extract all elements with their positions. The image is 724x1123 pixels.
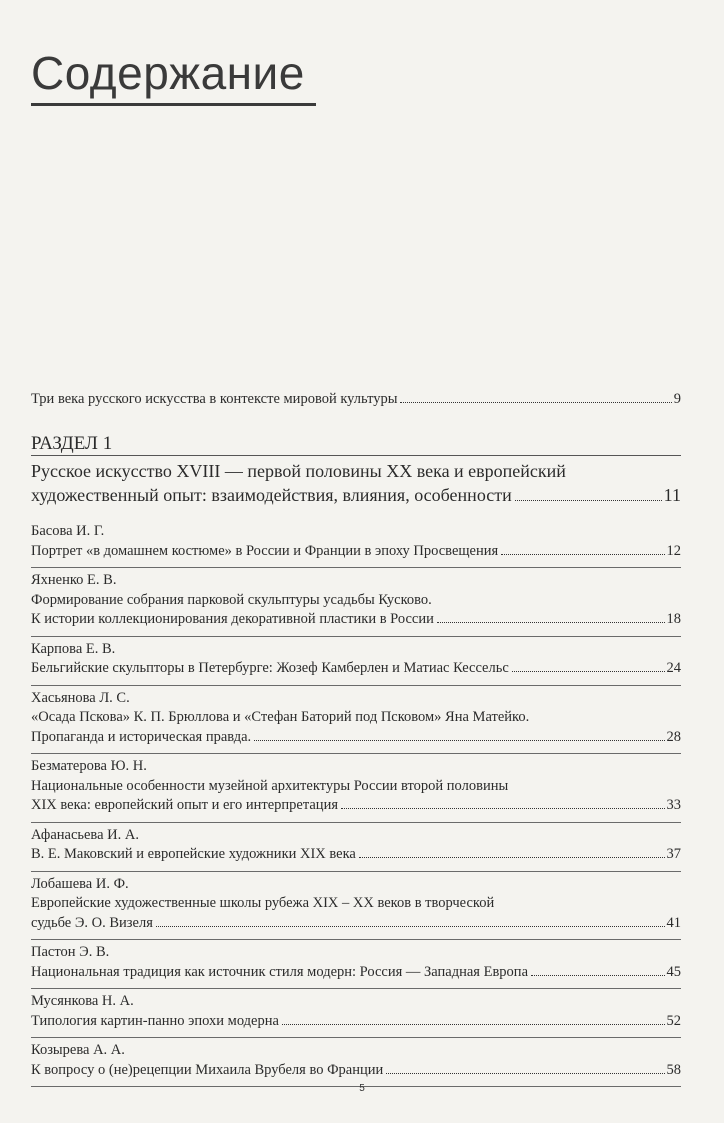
title-underline bbox=[31, 103, 316, 106]
section-label: РАЗДЕЛ 1 bbox=[31, 433, 113, 454]
toc-entry bbox=[31, 568, 681, 637]
entry-title-text: судьбе Э. О. Визеля bbox=[31, 914, 153, 931]
entry-page-number: 28 bbox=[666, 728, 681, 745]
entry-title-text: К истории коллекционирования декоративной пластики в России bbox=[31, 611, 434, 627]
toc-entries bbox=[31, 519, 681, 1087]
entry-author: Афанасьева И. А. bbox=[31, 826, 139, 843]
dot-leader bbox=[437, 622, 665, 623]
dot-leader bbox=[341, 808, 665, 809]
entry-last-line bbox=[31, 1012, 681, 1032]
entry-last-line bbox=[31, 914, 681, 934]
section-title-line-2-text: художественный опыт: взаимодействия, влияния, особенности bbox=[31, 485, 512, 505]
entry-last-line bbox=[31, 728, 681, 748]
dot-leader bbox=[359, 857, 665, 858]
entry-author: Карпова Е. В. bbox=[31, 640, 116, 657]
entry-last-line bbox=[31, 542, 681, 562]
toc-entry bbox=[31, 872, 681, 941]
dot-leader bbox=[254, 740, 664, 741]
intro-title: Три века русского искусства в контексте мировой культуры bbox=[31, 391, 398, 407]
section-rule bbox=[31, 455, 681, 456]
section-page-number: 11 bbox=[663, 485, 681, 505]
entry-page-number: 18 bbox=[666, 611, 681, 627]
intro-page-number: 9 bbox=[673, 391, 681, 407]
entry-title-line: Европейские художественные школы рубежа XIX – XX веков в творческой bbox=[31, 895, 495, 911]
entry-last-line bbox=[31, 659, 681, 679]
entry-title-text: Пропаганда и историческая правда. bbox=[31, 728, 252, 745]
toc-entry bbox=[31, 823, 681, 872]
dot-leader bbox=[531, 975, 664, 976]
entry-page-number: 37 bbox=[666, 846, 681, 862]
entry-title-line: Формирование собрания парковой скульптуры усадьбы Кусково. bbox=[31, 591, 432, 608]
entry-title-line: «Осада Пскова» К. П. Брюллова и «Стефан Баторий под Псковом» Яна Матейко. bbox=[31, 709, 530, 725]
page-number: 5 bbox=[359, 1083, 365, 1094]
toc-entry bbox=[31, 686, 681, 755]
entry-title-text: Бельгийские скульпторы в Петербурге: Жозеф Камберлен и Матиас Кессельс bbox=[31, 660, 509, 676]
entry-author: Мусянкова Н. А. bbox=[31, 993, 134, 1009]
dot-leader bbox=[515, 500, 662, 501]
entry-author: Лобашева И. Ф. bbox=[31, 875, 129, 892]
dot-leader bbox=[501, 554, 664, 555]
entry-author: Басова И. Г. bbox=[31, 523, 105, 539]
entry-page-number: 41 bbox=[666, 914, 681, 931]
toc-entry bbox=[31, 637, 681, 686]
dot-leader bbox=[282, 1024, 665, 1025]
entry-title-line: Национальные особенности музейной архитектуры России второй половины bbox=[31, 777, 509, 794]
entry-page-number: 58 bbox=[666, 1061, 681, 1078]
dot-leader bbox=[400, 402, 671, 403]
entry-last-line bbox=[31, 610, 681, 630]
entry-author: Пастон Э. В. bbox=[31, 944, 110, 960]
entry-last-line bbox=[31, 963, 681, 983]
dot-leader bbox=[386, 1073, 664, 1074]
entry-last-line bbox=[31, 845, 681, 865]
entry-title-text: К вопросу о (не)рецепции Михаила Врубеля во Франции bbox=[31, 1061, 384, 1078]
toc-entry bbox=[31, 989, 681, 1038]
intro-line bbox=[31, 389, 681, 409]
section-title-line-2 bbox=[31, 483, 681, 507]
toc-entry bbox=[31, 940, 681, 989]
entry-page-number: 52 bbox=[666, 1012, 681, 1029]
entry-last-line bbox=[31, 1061, 681, 1081]
page-title: Содержание bbox=[31, 47, 305, 99]
entry-title-text: Типология картин-панно эпохи модерна bbox=[31, 1012, 279, 1029]
entry-author: Яхненко Е. В. bbox=[31, 572, 117, 588]
entry-author: Безматерова Ю. Н. bbox=[31, 758, 147, 774]
entry-page-number: 33 bbox=[666, 797, 681, 813]
entry-page-number: 24 bbox=[666, 660, 681, 676]
dot-leader bbox=[512, 671, 665, 672]
section-title-line-1: Русское искусство XVIII — первой половины XX века и европейский bbox=[31, 461, 566, 481]
dot-leader bbox=[156, 926, 665, 927]
entry-last-line bbox=[31, 796, 681, 816]
toc-entry bbox=[31, 519, 681, 568]
entry-title-text: В. Е. Маковский и европейские художники XIX века bbox=[31, 846, 356, 862]
entry-page-number: 12 bbox=[666, 542, 681, 559]
entry-title-text: Портрет «в домашнем костюме» в России и Франции в эпоху Просвещения bbox=[31, 542, 499, 559]
entry-title-text: XIX века: европейский опыт и его интерпретация bbox=[31, 797, 338, 813]
entry-page-number: 45 bbox=[666, 963, 681, 980]
intro-entry bbox=[31, 389, 681, 409]
entry-author: Козырева А. А. bbox=[31, 1042, 125, 1058]
section-title bbox=[31, 459, 681, 507]
toc-entry bbox=[31, 754, 681, 823]
entry-title-text: Национальная традиция как источник стиля модерн: Россия — Западная Европа bbox=[31, 963, 529, 980]
toc-entry bbox=[31, 1038, 681, 1087]
entry-author: Хасьянова Л. С. bbox=[31, 689, 130, 706]
